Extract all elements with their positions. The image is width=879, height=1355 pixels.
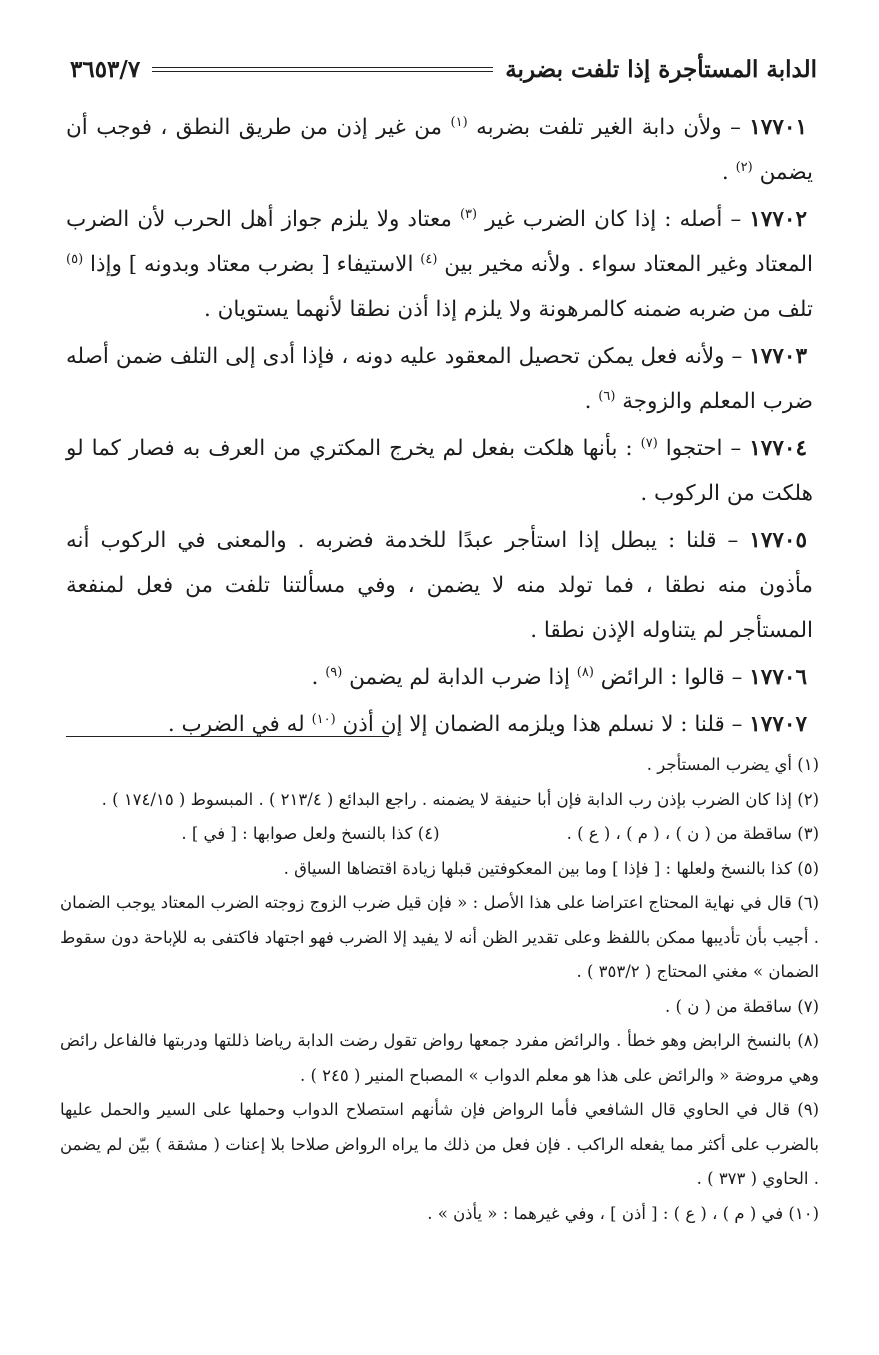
footnote: (١) أي يضرب المستأجر . [646,755,819,774]
footnote: (٥) كذا بالنسخ ولعلها : [ فإذا ] وما بين المعكوفتين قبلها زيادة اقتضاها السياق . [283,858,819,878]
paragraph-text: ولأنه فعل يمكن تحصيل المعقود عليه دونه ، فإذا أدى إلى التلف ضمن أصله ضرب المعلم والزوجة $^{(٦)}$ . [66,344,813,414]
paragraph: ١٧٧٠٢ – أصله : إذا كان الضرب غير $^{(٣)}$ معتاد ولا يلزم جواز أهل الحرب لأن الضرب المعتاد وغير المعتاد سواء . ولأنه مخير بين $^{(٤)}$ الاستيفاء [ بضرب معتاد وبدونه ] وإذا $^{(٥)}$ تلف من ضربه ضمنه كالمرهونة ولا يلزم إذا أذن نطقا لأنهما يستويان . [66,206,813,322]
paragraph: ١٧٧٠٦ – قالوا : الرائض $^{(٨)}$ إذا ضرب الدابة لم يضمن $^{(٩)}$ . [311,664,807,690]
footnote-separator [66,736,389,737]
footnote: (٤) كذا بالنسخ ولعل صوابها : [ في ] . [181,824,440,843]
paragraph-text: أصله : إذا كان الضرب غير $^{(٣)}$ معتاد ولا يلزم جواز أهل الحرب لأن الضرب المعتاد وغير المعتاد سواء . ولأنه مخير بين $^{(٤)}$ الاستيفاء [ بضرب معتاد وبدونه ] وإذا $^{(٥)}$ تلف من ضربه ضمنه كالمرهونة ولا يلزم إذا أذن نطقا لأنهما يستويان . [66,206,813,322]
paragraph: ١٧٧٠٤ – احتجوا $^{(٧)}$ : بأنها هلكت بفعل لم يخرج المكتري من العرف به فصار كما لو هلكت من الركوب . [66,435,813,506]
header-rule [152,67,493,72]
paragraph-number: ١٧٧٠٥ [749,528,807,553]
paragraph-number: ١٧٧٠٢ [749,207,807,232]
paragraph-number: ١٧٧٠٣ [749,344,807,369]
page-number: ٣٦٥٣/٧ [70,55,141,83]
footnote: (٢) إذا كان الضرب بإذن رب الدابة فإن أبا حنيفة لا يضمنه . راجع البدائع ( ٢١٣/٤ ) . المبسوط ( ١٧٤/١٥ ) . [101,789,819,809]
footnotes [60,748,819,1231]
running-header [70,48,817,90]
footnote: (٧) ساقطة من ( ن ) . [665,996,819,1016]
paragraph-text: قلنا : يبطل إذا استأجر عبدًا للخدمة فضربه . والمعنى في الركوب أنه مأذون منه نطقا ، فما تولد منه لا يضمن ، وفي مسألتنا تلفت من فعل لمنفعة المستأجر لم يتناوله الإذن نطقا . [66,528,813,643]
paragraph-number: ١٧٧٠٤ [749,436,807,461]
paragraph-text: احتجوا $^{(٧)}$ : بأنها هلكت بفعل لم يخرج المكتري من العرف به فصار كما لو هلكت من الركوب . [66,435,813,506]
paragraph-text: قالوا : الرائض $^{(٨)}$ إذا ضرب الدابة لم يضمن $^{(٩)}$ . [311,664,725,690]
paragraph: ١٧٧٠١ – ولأن دابة الغير تلفت بضربه $^{(١)}$ من غير إذن من طريق النطق ، فوجب أن يضمن $^{(٢)}$ . [66,114,813,185]
footnote: (١٠) في ( م ) ، ( ع ) : [ أذن ] ، وفي غيرهما : « يأذن » . [427,1203,819,1223]
paragraph-number: ١٧٧٠٦ [749,665,807,690]
footnote: (٣) ساقطة من ( ن ) ، ( م ) ، ( ع ) . [566,824,819,843]
paragraph: ١٧٧٠٧ – قلنا : لا نسلم هذا ويلزمه الضمان إلا إن أذن $^{(١٠)}$ له في الضرب . [167,711,807,737]
paragraph: ١٧٧٠٥ – قلنا : يبطل إذا استأجر عبدًا للخدمة فضربه . والمعنى في الركوب أنه مأذون منه نطقا ، فما تولد منه لا يضمن ، وفي مسألتنا تلفت من فعل لمنفعة المستأجر لم يتناوله الإذن نطقا . [66,528,813,643]
paragraph: ١٧٧٠٣ – ولأنه فعل يمكن تحصيل المعقود عليه دونه ، فإذا أدى إلى التلف ضمن أصله ضرب المعلم والزوجة $^{(٦)}$ . [66,344,813,414]
footnote-row [60,817,819,852]
footnote: (٨) بالنسخ الرابض وهو خطأ . والرائض مفرد جمعها رواض تقول رضت الدابة رياضا ذللتها ودربتها فالفاعل رائض وهي مروضة « والرائض على هذا هو معلم الدواب » المصباح المنير ( ٢٤٥ ) . [60,1031,819,1085]
paragraph-text: قلنا : لا نسلم هذا ويلزمه الضمان إلا إن أذن $^{(١٠)}$ له في الضرب . [167,711,725,737]
footnote: (٦) قال في نهاية المحتاج اعتراضا على هذا الأصل : « فإن قيل ضرب الزوج زوجته الضرب المعتاد يوجب الضمان . أجيب بأن تأديبها ممكن باللفظ وعلى تقدير الظن أنه لا يفيد إلا الضرب فهو اجتهاد فاكتفى به للإباحة دون سقوط الضمان » مغني المحتاج ( ٣٥٣/٢ ) . [60,893,819,981]
header-title: الدابة المستأجرة إذا تلفت بضربة [505,55,817,83]
paragraph-text: ولأن دابة الغير تلفت بضربه $^{(١)}$ من غير إذن من طريق النطق ، فوجب أن يضمن $^{(٢)}$ . [66,114,813,185]
footnote: (٩) قال في الحاوي قال الشافعي فأما الرواض فإن شأنهم استصلاح الدواب وحملها على السير والحمل عليها بالضرب على أكثر مما يفعله الراكب . فإن فعل من ذلك ما يراه الرواض صلاحا بلا إعنات ( مشقة ) بيّن لم يضمن . الحاوي ( ٣٧٣ ) . [60,1100,819,1188]
paragraph-number: ١٧٧٠٧ [749,712,807,737]
paragraph-number: ١٧٧٠١ [749,115,807,140]
main-text [66,105,813,749]
